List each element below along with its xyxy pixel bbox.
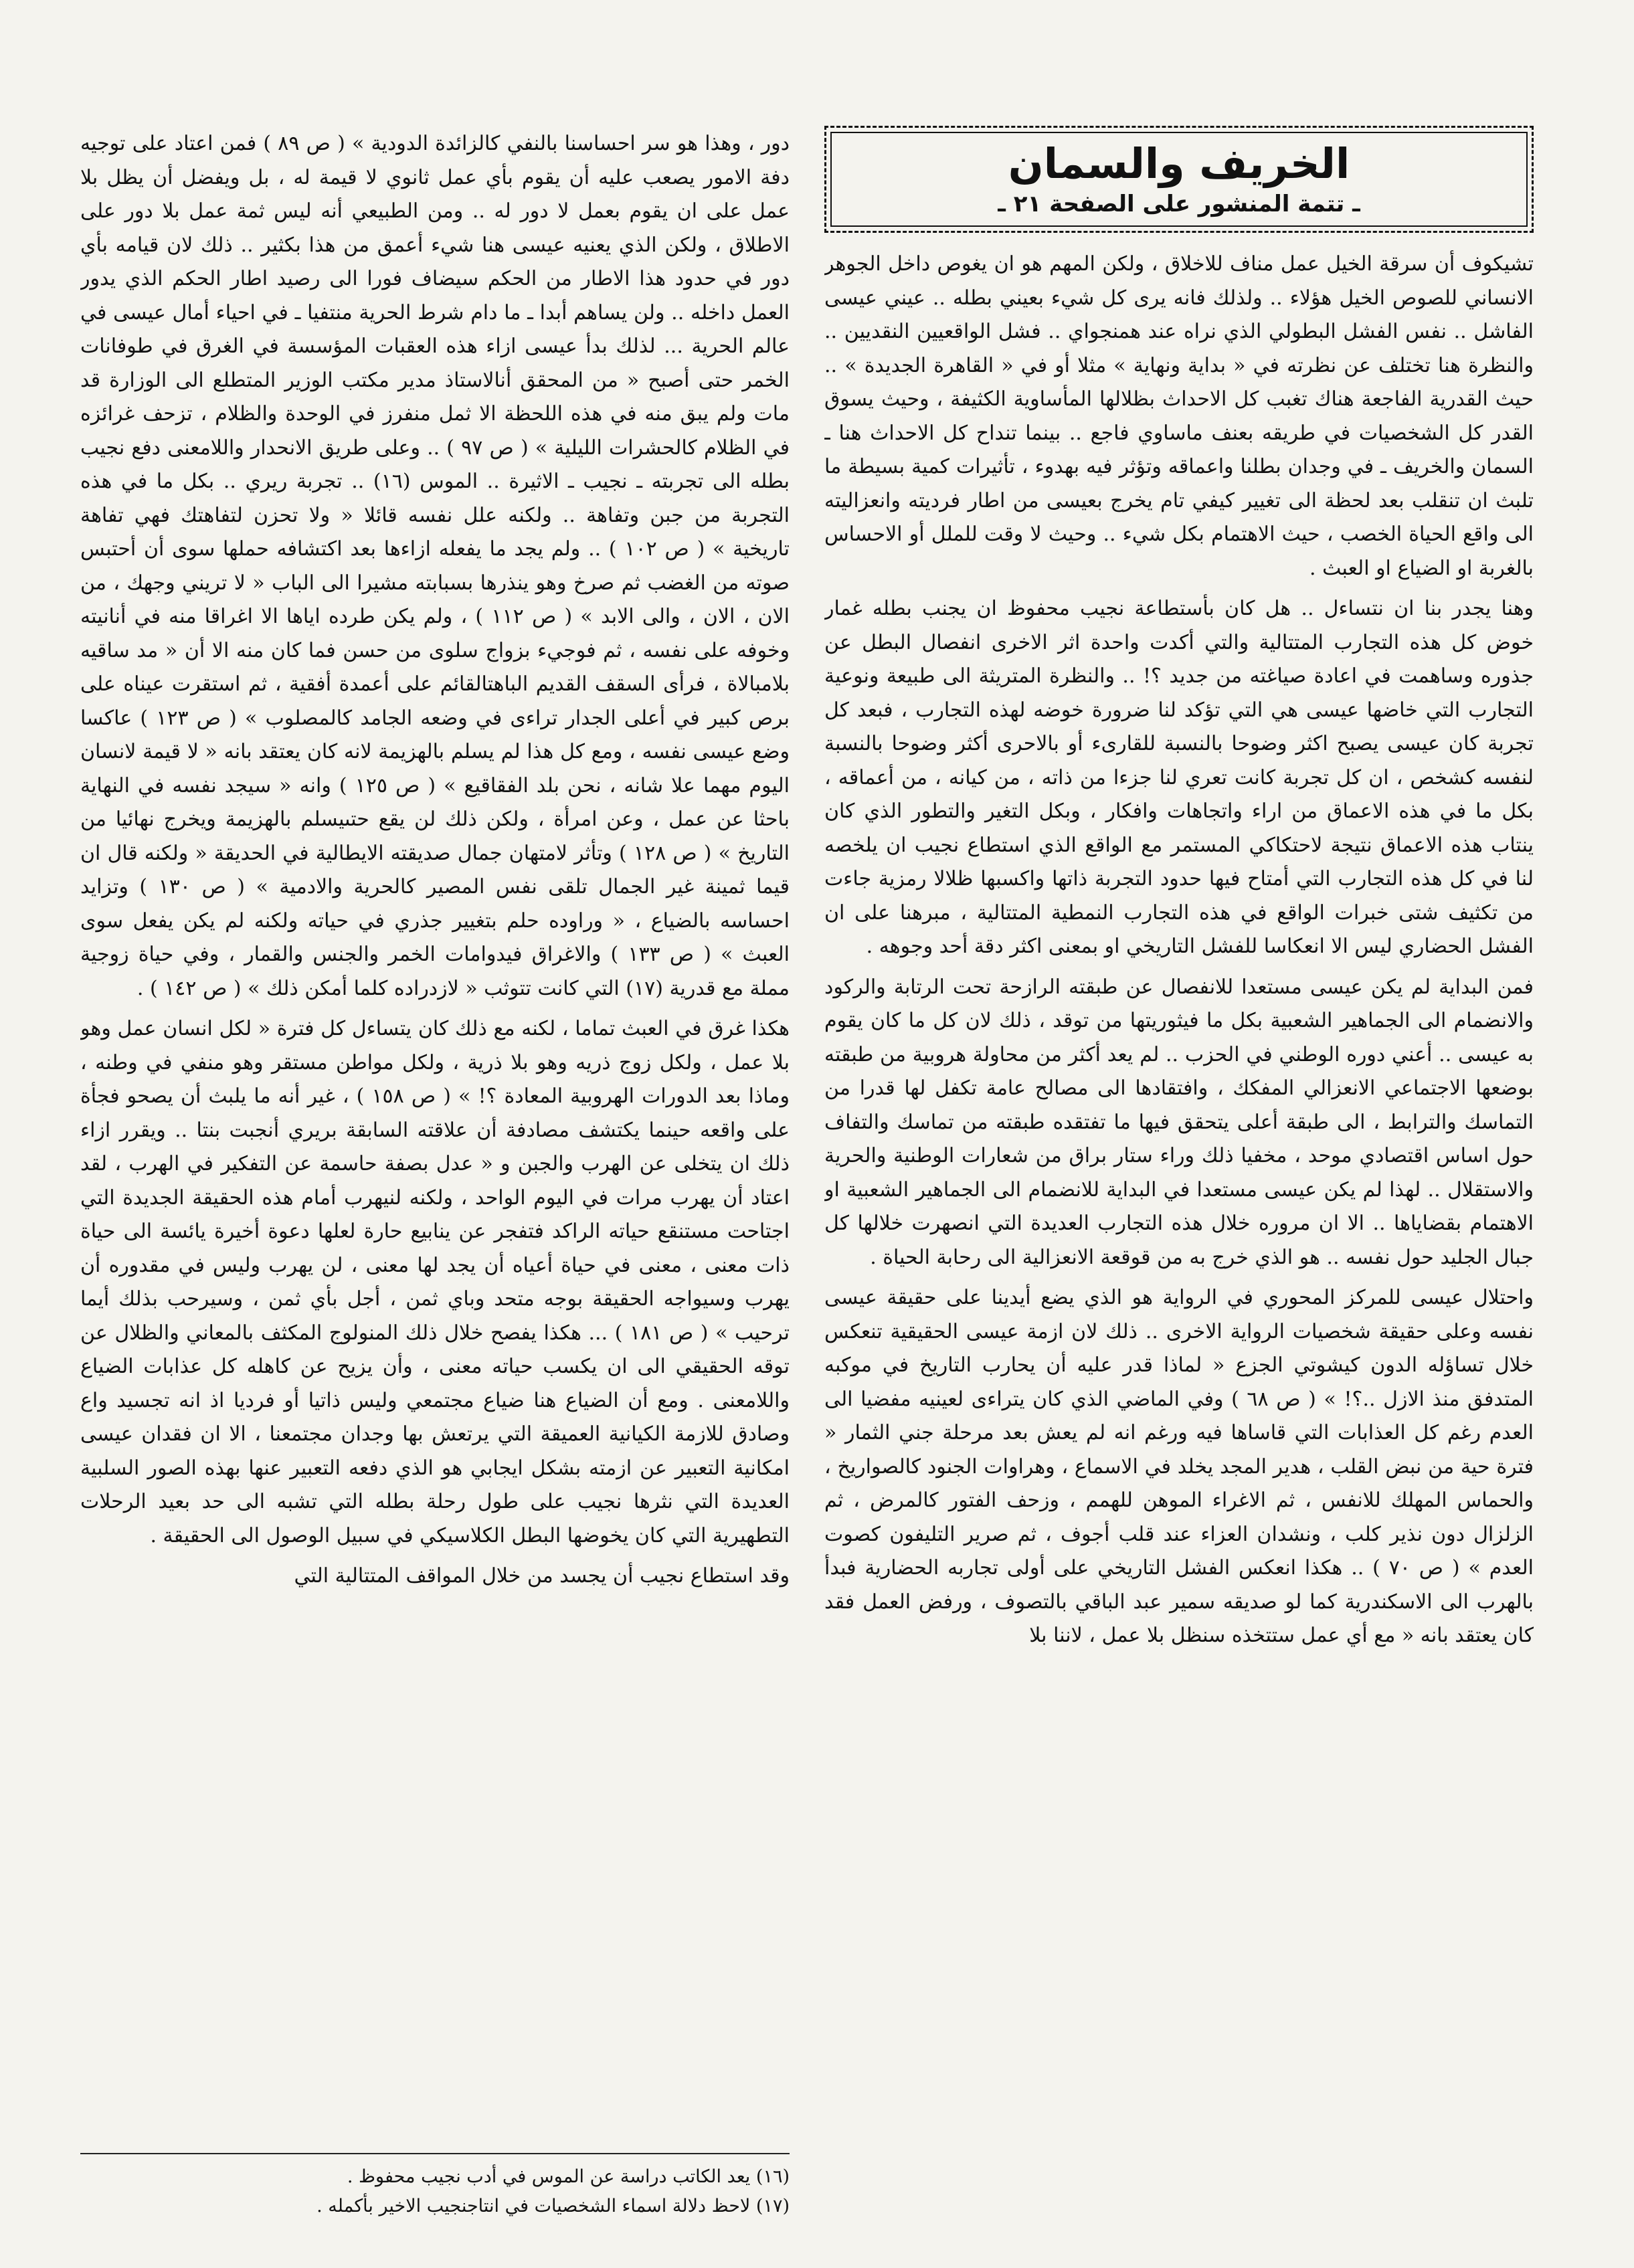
paragraph: وهنا يجدر بنا ان نتساءل .. هل كان بأستطاعة نجيب محفوظ ان يجنب بطله غمار خوض كل هذه التجارب المتتالية والتي أكدت واحدة اثر الاخرى انفصال البطل عن جذوره وساهمت في اعادة صياغته من جديد ؟! .. والنظرة المتريثة الى طبيعة ونوعية التجارب التي خاضها عيسى هي التي تؤكد لنا ضرورة خوضه لهذه التجارب ، فبعد كل تجربة كان عيسى يصبح اكثر وضوحا بالنسبة للقارىء أو بالاحرى أكثر وضوحا بالنسبة لنفسه كشخص ، ان كل تجربة كانت تعري لنا جزءا من ذاته ، من كيانه ، من أعماقه ، بكل ما في هذه الاعماق من اراء واتجاهات وافكار ، وبكل التغير والتطور الذي كان ينتاب هذه الاعماق نتيجة لاحتكاكي المستمر مع الواقع الذي استطاع نجيب ان يلخصه لنا في كل هذه التجارب التي أمتاح فيها حدود التجربة ذاتها واكسبها ظلالا رمزية جاءت من تكثيف شتى خبرات الواقع في هذه التجارب النمطية المتتالية ، مبرهنا على ان الفشل الحضاري ليس الا انعكاسا للفشل التاريخي او بمعنى اكثر دقة أحد وجوهه . bbox=[824, 597, 1534, 958]
footnote: (١٦) يعد الكاتب دراسة عن الموس في أدب نجيب محفوظ . bbox=[347, 2166, 790, 2187]
left-column bbox=[80, 127, 790, 2141]
paragraph: دور ، وهذا هو سر احساسنا بالنفي كالزائدة الدودية » ( ص ٨٩ ) فمن اعتاد على توجيه دفة الامور يصعب عليه أن يقوم بأي عمل ثانوي لا قيمة له ، بل ويفضل أن يظل بلا عمل على ان يقوم بعمل لا دور له .. ومن الطبيعي أنه ليس ثمة عمل بلا دور على الاطلاق ، ولكن الذي يعنيه عيسى هنا شيء أعمق من هذا بكثير .. ذلك لان قيامه بأي دور في حدود هذا الاطار من الحكم سيضاف فورا الى رصيد اطار الحكم الذي يدور العمل داخله .. ولن يساهم أبدا ـ ما دام شرط الحرية منتفيا ـ في احياء أمال عيسى في عالم الحرية ... لذلك بدأ عيسى ازاء هذه العقبات المؤسسة في الغرق في طوفانات الخمر حتى أصبح « من المحقق أنالاستاذ مدير مكتب الوزير المتطلع الى الوزارة قد مات ولم يبق منه في هذه اللحظة الا ثمل منفرز في الوحدة والظلام ، تزحف غرائزه في الظلام كالحشرات الليلية » ( ص ٩٧ ) .. وعلى طريق الانحدار واللامعنى دفع نجيب بطله الى تجربته ـ نجيب ـ الاثيرة .. الموس (١٦) .. تجربة ريري .. بكل ما في هذه التجربة من جبن وتفاهة .. ولكنه علل نفسه قائلا « ولا تحزن لتفاهتك فهي تفاهة تاريخية » ( ص ١٠٢ ) .. ولم يجد ما يفعله ازاءها بعد اكتشافه حملها سوى أن أحتبس صوته من الغضب ثم صرخ وهو ينذرها بسبابته مشيرا الى الباب « لا تريني وجهك ، من الان ، الان ، والى الابد » ( ص ١١٢ ) ، ولم يكن طرده اياها الا اغراقا منه في أنانيته وخوفه على نفسه ، ثم فوجيء بزواج سلوى من حسن فما كان منه الا أن « مد ساقيه بلامبالاة ، فرأى السقف القديم الباهتالقائم على أعمدة أفقية ، ثم استقرت عيناه على برص كبير في أعلى الجدار تراءى في وضعه الجامد كالمصلوب » ( ص ١٢٣ ) عاكسا وضع عيسى نفسه ، ومع كل هذا لم يسلم بالهزيمة لانه كان يعتقد بانه « لا قيمة لانسان اليوم مهما علا شانه ، نحن بلد الفقاقيع » ( ص ١٢٥ ) وانه « سيجد نفسه في النهاية باحثا عن عمل ، وعن امرأة ، ولكن ذلك لن يقع حتىيسلم بالهزيمة ويخرج نهائيا من التاريخ » ( ص ١٢٨ ) وتأثر لامتهان جمال صديقته الايطالية في الحديقة « ولكنه قال ان قيما ثمينة غير الجمال تلقى نفس المصير كالحرية والادمية » ( ص ١٣٠ ) وتزايد احساسه بالضياع ، « وراوده حلم بتغيير جذري في حياته ولكنه لم يكن يفعل سوى العبث » ( ص ١٣٣ ) والاغراق فيدوامات الخمر والجنس والقمار ، وفي حياة زوجية مملة مع قدرية (١٧) التي كانت تتوثب « لازدراده كلما أمكن ذلك » ( ص ١٤٢ ) . bbox=[80, 132, 790, 1000]
article-title-box bbox=[824, 126, 1534, 233]
footnote: (١٧) لاحظ دلالة اسماء الشخصيات في انتاجنجيب الاخير بأكمله . bbox=[316, 2196, 790, 2216]
paragraph: تشيكوف أن سرقة الخيل عمل مناف للاخلاق ، ولكن المهم هو ان يغوص داخل الجوهر الانساني للصوص الخيل هؤلاء .. ولذلك فانه يرى كل شيء بعيني بطله .. عيني عيسى الفاشل .. نفس الفشل البطولي الذي نراه عند همنجواي .. فشل الواقعيين النقديين .. والنظرة هنا تختلف عن نظرته في « بداية ونهاية » مثلا أو في « القاهرة الجديدة » .. حيث القدرية الفاجعة هناك تغبب كل الاحداث بظلالها المأساوية الكثيفة ، وحيث يسوق القدر كل الشخصيات في طريقه بعنف ماساوي فاجع .. بينما تنداح كل الاحداث هنا ـ السمان والخريف ـ في وجدان بطلنا واعماقه وتؤثر فيه بهدوء ، تأثيرات كمية بسيطة ما تلبث ان تنقلب بعد لحظة الى تغيير كيفي تام يخرج بعيسى من اطار فرديته وانعزاليته الى واقع الحياة الخصب ، حيث الاهتمام بكل شيء .. وحيث لا وقت للملل أو الاحساس بالغربة او الضياع او العبث . bbox=[824, 252, 1534, 580]
continuation-note: ـ تتمة المنشور على الصفحة ٢١ ـ bbox=[998, 191, 1360, 217]
article-title: الخريف والسمان bbox=[1008, 139, 1350, 188]
footnote-divider bbox=[80, 2153, 790, 2154]
right-column bbox=[824, 248, 1534, 2201]
footnotes bbox=[80, 2162, 790, 2221]
paragraph: وقد استطاع نجيب أن يجسد من خلال المواقف المتتالية التي bbox=[294, 1564, 790, 1588]
paragraph: واحتلال عيسى للمركز المحوري في الرواية هو الذي يضع أيدينا على حقيقة عيسى نفسه وعلى حقيقة شخصيات الرواية الاخرى .. ذلك لان ازمة عيسى الحقيقية تنعكس خلال تساؤله الدون كيشوتي الجزع « لماذا قدر عليه أن يحارب التاريخ في موكبه المتدفق منذ الازل ..؟! » ( ص ٦٨ ) وفي الماضي الذي كان يتراءى لعينيه مفضيا الى العدم رغم كل العذابات التي قاساها فيه ورغم انه لم يعش بعد مرحلة جني الثمار « فترة حية من نبض القلب ، هدير المجد يخلد في الاسماع ، وهراوات الجنود كالصواريخ ، والحماس المهلك للانفس ، ثم الاغراء الموهن للهمم ، وزحف الفتور كالمرض ، ثم الزلزال دون نذير كلب ، ونشدان العزاء عند قلب أجوف ، ثم صرير التليفون كصوت العدم » ( ص ٧٠ ) .. هكذا انعكس الفشل التاريخي على أولى تجاربه الحضارية فبدأ بالهرب الى الاسكندرية كما لو صديقه سمير عبد الباقي بالتصوف ، ورفض العمل فقد كان يعتقد بانه « مع أي عمل ستتخذه سنظل بلا عمل ، لاننا بلا bbox=[824, 1286, 1534, 1647]
paragraph: فمن البداية لم يكن عيسى مستعدا للانفصال عن طبقته الرازحة تحت الرتابة والركود والانضمام الى الجماهير الشعبية بكل ما فيثوريتها من توقد ، ذلك لان كل ما كان يقوم به عيسى .. أعني دوره الوطني في الحزب .. لم يعد أكثر من محاولة هروبية من طبقته بوضعها الاجتماعي الانعزالي المفكك ، وافتقادها الى مصالح عامة تكفل لها قدرا من التماسك والترابط ، الى طبقة أعلى يتحقق فيها ما تفتقده طبقته من تماسك والتفاف حول اساس اقتصادي موحد ، مخفيا ذلك وراء ستار براق من شعارات الوطنية والحرية والاستقلال .. لهذا لم يكن عيسى مستعدا في البداية للانضمام الى الجماهير الشعبية او الاهتمام بقضاياها .. الا ان مروره خلال هذه التجارب العديدة التي انصهرت خلالها كل جبال الجليد حول نفسه .. هو الذي خرج به من قوقعة الانعزالية الى رحابة الحياة . bbox=[824, 975, 1534, 1269]
paragraph: هكذا غرق في العبث تماما ، لكنه مع ذلك كان يتساءل كل فترة « لكل انسان عمل وهو بلا عمل ، ولكل زوج ذريه وهو بلا ذرية ، ولكل مواطن مستقر وهو منفي في وطنه ، وماذا بعد الدورات الهروبية المعادة ؟! » ( ص ١٥٨ ) ، غير أنه ما يلبث أن يصحو فجأة على واقعه حينما يكتشف مصادفة أن علاقته السابقة بريري أنجبت بنتا .. ويقرر ازاء ذلك ان يتخلى عن الهرب والجبن و « عدل بصفة حاسمة عن التفكير في الهرب ، لقد اعتاد أن يهرب مرات في اليوم الواحد ، ولكنه لنيهرب أمام هذه الحقيقة الجديدة التي اجتاحت مستنقع حياته الراكد فتفجر عن ينابيع حارة لعلها دعوة أخيرة يائسة الى حياة ذات معنى ، معنى في حياة أعياه أن يجد لها معنى ، لن يهرب وليس في مقدوره أن يهرب وسيواجه الحقيقة بوجه متحد وباي ثمن ، أجل بأي ثمن ، وسيرحب بذلك أيما ترحيب » ( ص ١٨١ ) ... هكذا يفصح خلال ذلك المنولوج المكثف بالمعاني والظلال عن توقه الحقيقي الى ان يكسب حياته معنى ، وأن يزيح عن كاهله كل عذابات الضياع واللامعنى . ومع أن الضياع هنا ضياع مجتمعي وليس ذاتيا أو فرديا اذ انه تجسيد واع وصادق للازمة الكيانية العميقة التي يرتعش بها وجدان مجتمعنا ، الا ان فقدان عيسى امكانية التعبير عن ازمته بشكل ايجابي هو الذي دفعه التعبير عنها بهذه الصور السلبية العديدة التي نثرها نجيب على طول رحلة بطله التي تشبه الى حد بعيد الرحلات التطهيرية التي كان يخوضها البطل الكلاسيكي في سبيل الوصول الى الحقيقة . bbox=[80, 1017, 790, 1547]
title-frame bbox=[830, 132, 1528, 227]
